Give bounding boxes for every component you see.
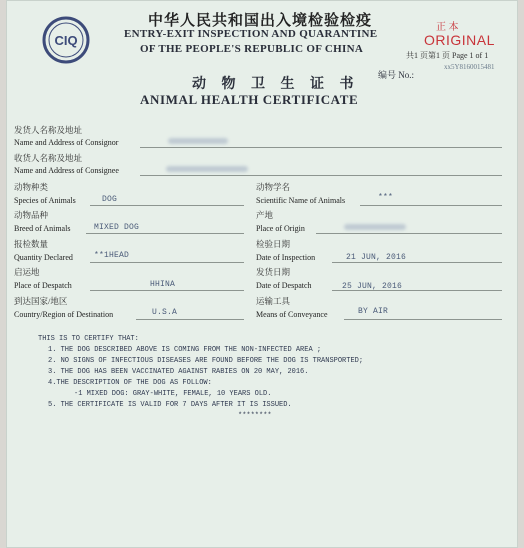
cert-line-4: 4.THE DESCRIPTION OF THE DOG AS FOLLOW: <box>48 379 212 387</box>
logo-text: CIQ <box>54 33 78 48</box>
origin-line <box>316 233 502 234</box>
despatch-date-label-cn: 发货日期 <box>256 267 291 277</box>
quantity-value: **1HEAD <box>94 251 130 260</box>
origin-redacted <box>344 224 406 230</box>
consignor-label-cn: 发货人名称及地址 <box>14 125 83 135</box>
inspection-label-en: Date of Inspection <box>256 253 316 262</box>
consignee-line <box>140 175 502 176</box>
despatch-place-line <box>90 290 244 291</box>
scientific-label-en: Scientific Name of Animals <box>256 196 346 205</box>
header-title-cn: 中华人民共和国出入境检验检疫 <box>148 13 373 29</box>
quantity-label-en: Quantity Declared <box>14 253 73 262</box>
despatch-date-line <box>332 290 502 291</box>
inspection-value: 21 JUN, 2016 <box>346 253 407 262</box>
doc-number-value: xx5Y8160015481 <box>444 63 495 71</box>
species-label-cn: 动物种类 <box>14 182 49 192</box>
breed-value: MIXED DOG <box>94 223 140 232</box>
certificate-title-en: ANIMAL HEALTH CERTIFICATE <box>140 92 359 107</box>
destination-label-cn: 到达国家/地区 <box>14 296 68 306</box>
breed-line <box>86 233 244 234</box>
doc-number-label: 编号 No.: <box>378 70 415 80</box>
inspection-label-cn: 检验日期 <box>256 239 291 249</box>
cert-line-1: 1. THE DOG DESCRIBED ABOVE IS COMING FROM THE NON-INFECTED AREA ; <box>48 346 322 354</box>
origin-label-cn: 产地 <box>256 210 274 220</box>
consignor-line <box>140 147 502 148</box>
header-title-en-1: ENTRY-EXIT INSPECTION AND QUARANTINE <box>124 28 378 40</box>
cert-line-5: 5. THE CERTIFICATE IS VALID FOR 7 DAYS AFTER IT IS ISSUED. <box>48 401 292 409</box>
header-title-en-2: OF THE PEOPLE'S REPUBLIC OF CHINA <box>140 43 364 55</box>
despatch-place-label-en: Place of Despatch <box>14 281 72 290</box>
cert-line-3: 3. THE DOG HAS BEEN VACCINATED AGAINST RABIES ON 20 MAY, 2016. <box>48 368 309 376</box>
despatch-date-label-en: Date of Despatch <box>256 281 312 290</box>
conveyance-label-en: Means of Conveyance <box>256 310 328 319</box>
despatch-date-value: 25 JUN, 2016 <box>342 282 403 291</box>
conveyance-line <box>344 319 502 320</box>
cert-line-intro: THIS IS TO CERTIFY THAT: <box>38 335 139 343</box>
scientific-value: *** <box>378 193 394 202</box>
cert-line-4-detail: -1 MIXED DOG: GRAY-WHITE, FEMALE, 10 YEARS OLD. <box>74 390 272 398</box>
destination-label-en: Country/Region of Destination <box>14 310 114 319</box>
despatch-place-label-cn: 启运地 <box>14 267 40 277</box>
species-line <box>90 205 244 206</box>
species-value: DOG <box>102 195 118 204</box>
consignee-label-cn: 收货人名称及地址 <box>14 153 83 163</box>
ciq-logo <box>42 16 90 64</box>
destination-value: U.S.A <box>152 308 178 317</box>
conveyance-value: BY AIR <box>358 307 389 316</box>
consignor-redacted <box>168 138 228 144</box>
consignor-label-en: Name and Address of Consignor <box>14 138 119 147</box>
cert-end-mark: ******** <box>238 412 272 420</box>
species-label-en: Species of Animals <box>14 196 76 205</box>
breed-label-cn: 动物品种 <box>14 210 49 220</box>
scientific-line <box>360 205 502 206</box>
origin-label-en: Place of Origin <box>256 224 305 233</box>
scientific-label-cn: 动物学名 <box>256 182 291 192</box>
certification-block <box>38 334 478 422</box>
certificate-page <box>6 0 518 548</box>
certificate-title-cn: 动 物 卫 生 证 书 <box>192 77 360 92</box>
stamp-original: ORIGINAL <box>424 32 495 48</box>
quantity-line <box>90 262 244 263</box>
cert-line-2: 2. NO SIGNS OF INFECTIOUS DISEASES ARE FOUND BEFORE THE DOG IS TRANSPORTED; <box>48 357 364 365</box>
consignee-redacted <box>166 166 248 172</box>
quantity-label-cn: 报检数量 <box>14 239 49 249</box>
page-info: 共1 页第1 页 Page 1 of 1 <box>406 51 489 60</box>
stamp-original-cn: 正 本 <box>436 22 459 33</box>
despatch-place-value: HHINA <box>150 280 176 289</box>
breed-label-en: Breed of Animals <box>14 224 71 233</box>
consignee-label-en: Name and Address of Consignee <box>14 166 119 175</box>
inspection-line <box>332 262 502 263</box>
destination-line <box>136 319 244 320</box>
conveyance-label-cn: 运输工具 <box>256 296 291 306</box>
